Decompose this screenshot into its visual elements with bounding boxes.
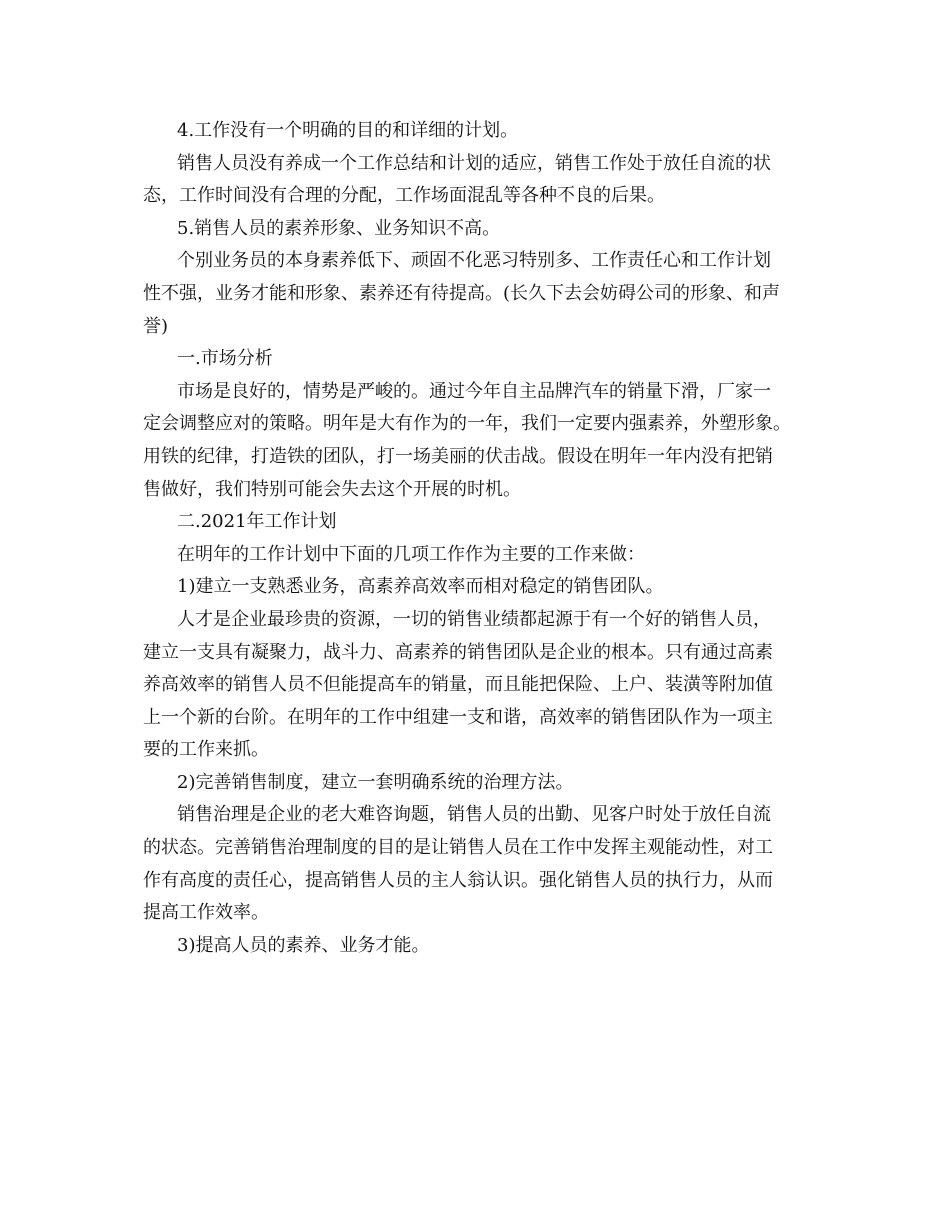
paragraph-line: 建立一支具有凝聚力，战斗力、高素养的销售团队是企业的根本。只有通过高素	[143, 641, 773, 663]
paragraph-line: 的状态。完善销售治理制度的目的是让销售人员在工作中发挥主观能动性，对工	[143, 837, 773, 859]
section-heading-work-plan: 二.2021年工作计划	[177, 511, 337, 533]
paragraph-line: 定会调整应对的策略。明年是大有作为的一年，我们一定要内强素养，外塑形象。	[143, 413, 791, 435]
paragraph-line: 养高效率的销售人员不但能提高车的销量，而且能把保险、上户、装潢等附加值	[143, 674, 773, 696]
plan-item-2: 2)完善销售制度，建立一套明确系统的治理方法。	[177, 771, 574, 793]
paragraph-line: 销售人员没有养成一个工作总结和计划的适应，销售工作处于放任自流的状	[177, 152, 771, 174]
paragraph-line: 态，工作时间没有合理的分配，工作场面混乱等各种不良的后果。	[143, 185, 665, 207]
paragraph-line: 市场是良好的，情势是严峻的。通过今年自主品牌汽车的销量下滑，厂家一	[177, 380, 771, 402]
paragraph-line: 个别业务员的本身素养低下、顽固不化恶习特别多、工作责任心和工作计划	[177, 250, 771, 272]
paragraph-line: 在明年的工作计划中下面的几项工作作为主要的工作来做：	[177, 543, 645, 565]
paragraph-line: 提高工作效率。	[143, 902, 269, 924]
paragraph-line: 作有高度的责任心，提高销售人员的主人翁认识。强化销售人员的执行力，从而	[143, 869, 773, 891]
plan-item-1: 1)建立一支熟悉业务，高素养高效率而相对稳定的销售团队。	[177, 576, 664, 598]
plan-item-3: 3)提高人员的素养、业务才能。	[177, 934, 430, 956]
paragraph-line: 誉)	[143, 315, 169, 337]
paragraph-line: 用铁的纪律，打造铁的团队，打一场美丽的伏击战。假设在明年一年内没有把销	[143, 445, 773, 467]
section-heading-market-analysis: 一.市场分析	[177, 348, 273, 370]
heading-item-4: 4.工作没有一个明确的目的和详细的计划。	[177, 120, 519, 141]
paragraph-line: 要的工作来抓。	[143, 739, 269, 761]
document-body	[143, 115, 808, 962]
paragraph-line: 人才是企业最珍贵的资源，一切的销售业绩都起源于有一个好的销售人员，	[177, 608, 771, 630]
heading-item-5: 5.销售人员的素养形象、业务知识不高。	[177, 217, 501, 239]
paragraph-line: 销售治理是企业的老大难咨询题，销售人员的出勤、见客户时处于放任自流	[177, 804, 771, 826]
paragraph-line: 售做好，我们特别可能会失去这个开展的时机。	[143, 478, 521, 500]
paragraph-line: 性不强，业务才能和形象、素养还有待提高。(长久下去会妨碍公司的形象、和声	[143, 282, 781, 304]
paragraph-line: 上一个新的台阶。在明年的工作中组建一支和谐，高效率的销售团队作为一项主	[143, 706, 773, 728]
